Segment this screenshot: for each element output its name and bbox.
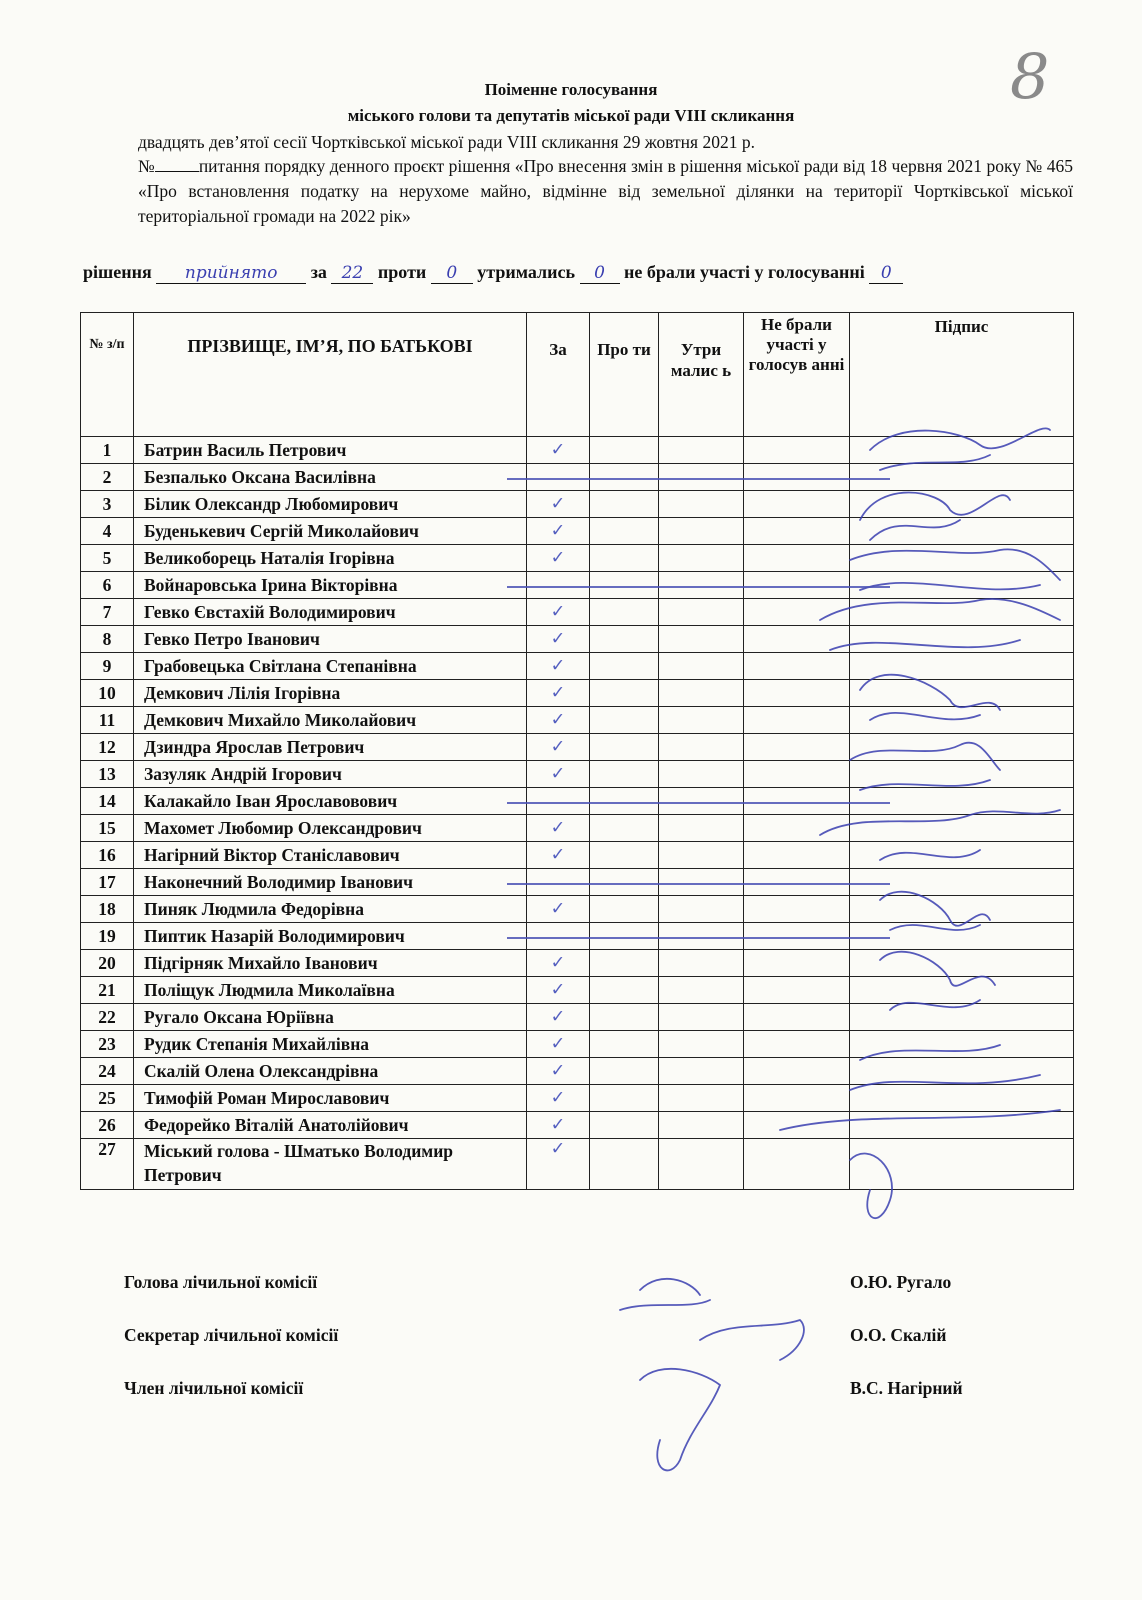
row-for-cell — [527, 545, 590, 572]
table-row — [81, 653, 1074, 680]
row-abstained-cell — [659, 680, 744, 707]
row-not-voted-cell — [744, 599, 850, 626]
row-signature-cell — [850, 545, 1074, 572]
row-for-cell — [527, 491, 590, 518]
table-row — [81, 491, 1074, 518]
row-abstained-cell — [659, 1058, 744, 1085]
row-full-name: Дзиндра Ярослав Петрович — [134, 734, 527, 761]
row-number: 18 — [81, 896, 134, 923]
for-label: за — [310, 262, 327, 282]
row-abstained-cell — [659, 1139, 744, 1190]
abstained-count: 0 — [580, 263, 620, 284]
check-mark-icon: ✓ — [550, 1139, 566, 1159]
table-row — [81, 950, 1074, 977]
row-against-cell — [590, 491, 659, 518]
row-number: 5 — [81, 545, 134, 572]
row-number: 11 — [81, 707, 134, 734]
check-mark-icon: ✓ — [550, 548, 566, 568]
row-signature-cell — [850, 572, 1074, 599]
row-not-voted-cell — [744, 545, 850, 572]
header-not-voted: Не брали участі у голосув анні — [744, 313, 850, 437]
check-mark-icon: ✓ — [550, 629, 566, 649]
row-signature-cell — [850, 680, 1074, 707]
row-abstained-cell — [659, 707, 744, 734]
row-number: 16 — [81, 842, 134, 869]
row-full-name: Демкович Лілія Ігорівна — [134, 680, 527, 707]
row-abstained-cell — [659, 518, 744, 545]
row-number: 24 — [81, 1058, 134, 1085]
row-signature-cell — [850, 815, 1074, 842]
absent-strike-line — [507, 883, 890, 885]
row-full-name: Міський голова - Шматько Володимир Петрович — [134, 1139, 527, 1190]
row-number: 14 — [81, 788, 134, 815]
row-against-cell — [590, 869, 659, 896]
row-against-cell — [590, 1031, 659, 1058]
row-not-voted-cell — [744, 788, 850, 815]
row-not-voted-cell — [744, 734, 850, 761]
row-for-cell — [527, 1085, 590, 1112]
row-number: 15 — [81, 815, 134, 842]
row-full-name: Великоборець Наталія Ігорівна — [134, 545, 527, 572]
header-against: Про ти — [590, 313, 659, 437]
row-for-cell — [527, 707, 590, 734]
table-row — [81, 977, 1074, 1004]
row-not-voted-cell — [744, 437, 850, 464]
against-label: проти — [377, 262, 427, 282]
table-row — [81, 896, 1074, 923]
row-abstained-cell — [659, 1085, 744, 1112]
header-for: За — [527, 313, 590, 437]
row-for-cell — [527, 1112, 590, 1139]
row-for-cell — [527, 626, 590, 653]
row-for-cell — [527, 599, 590, 626]
check-mark-icon: ✓ — [550, 1115, 566, 1135]
row-not-voted-cell — [744, 896, 850, 923]
commission-chair-name: О.Ю. Ругало — [850, 1272, 952, 1292]
check-mark-icon: ✓ — [550, 521, 566, 541]
row-number: 9 — [81, 653, 134, 680]
row-for-cell — [527, 1031, 590, 1058]
row-signature-cell — [850, 896, 1074, 923]
row-against-cell — [590, 680, 659, 707]
check-mark-icon: ✓ — [550, 737, 566, 757]
row-number: 8 — [81, 626, 134, 653]
row-not-voted-cell — [744, 626, 850, 653]
table-row — [81, 923, 1074, 950]
abstained-label: утримались — [477, 262, 575, 282]
row-signature-cell — [850, 1139, 1074, 1190]
row-abstained-cell — [659, 491, 744, 518]
agenda-item — [138, 154, 1073, 229]
row-abstained-cell — [659, 842, 744, 869]
agenda-text: питання порядку денного проєкт рішення «Про внесення змін в рішення міської ради від 18 червня 2021 року № 465 «Про встановлення податку на нерухоме майно, відмінне від земельної ділянки на території Чортківської міської територіальної громади на 2022 рік» — [138, 156, 1073, 226]
row-for-cell — [527, 896, 590, 923]
row-not-voted-cell — [744, 491, 850, 518]
row-for-cell — [527, 518, 590, 545]
row-number: 17 — [81, 869, 134, 896]
row-signature-cell — [850, 707, 1074, 734]
row-not-voted-cell — [744, 464, 850, 491]
table-row — [81, 1112, 1074, 1139]
commission-member-name: В.С. Нагірний — [850, 1378, 963, 1398]
document-title: Поіменне голосування — [484, 80, 658, 99]
absent-strike-line — [507, 937, 890, 939]
session-line: двадцять дев’ятої сесії Чортківської міської ради VIII скликання 29 жовтня 2021 р. — [138, 132, 755, 152]
table-row — [81, 599, 1074, 626]
row-not-voted-cell — [744, 761, 850, 788]
row-not-voted-cell — [744, 1004, 850, 1031]
row-not-voted-cell — [744, 1139, 850, 1190]
not-voted-count: 0 — [869, 263, 903, 284]
row-not-voted-cell — [744, 950, 850, 977]
row-number: 19 — [81, 923, 134, 950]
header-number: № з/п — [81, 313, 134, 437]
row-abstained-cell — [659, 437, 744, 464]
row-for-cell — [527, 1139, 590, 1190]
row-abstained-cell — [659, 815, 744, 842]
row-abstained-cell — [659, 599, 744, 626]
for-count: 22 — [331, 263, 373, 284]
row-number: 27 — [81, 1139, 134, 1190]
row-signature-cell — [850, 734, 1074, 761]
row-full-name: Пиняк Людмила Федорівна — [134, 896, 527, 923]
row-signature-cell — [850, 626, 1074, 653]
document-subtitle: міського голови та депутатів міської ради VIII скликання — [347, 106, 795, 125]
row-full-name: Гевко Євстахій Володимирович — [134, 599, 527, 626]
row-not-voted-cell — [744, 518, 850, 545]
row-abstained-cell — [659, 869, 744, 896]
row-signature-cell — [850, 464, 1074, 491]
row-for-cell — [527, 869, 590, 896]
check-mark-icon: ✓ — [550, 764, 566, 784]
row-signature-cell — [850, 599, 1074, 626]
table-row — [81, 1058, 1074, 1085]
header-full-name: ПРІЗВИЩЕ, ІМ’Я, ПО БАТЬКОВІ — [134, 313, 527, 437]
row-against-cell — [590, 977, 659, 1004]
row-not-voted-cell — [744, 869, 850, 896]
row-against-cell — [590, 1058, 659, 1085]
row-full-name: Федорейко Віталій Анатолійович — [134, 1112, 527, 1139]
row-full-name: Демкович Михайло Миколайович — [134, 707, 527, 734]
table-row — [81, 518, 1074, 545]
signature-scribble — [640, 1369, 720, 1471]
row-full-name: Безпалько Оксана Василівна — [134, 464, 527, 491]
row-number: 22 — [81, 1004, 134, 1031]
absent-strike-line — [507, 478, 890, 480]
row-for-cell — [527, 464, 590, 491]
row-full-name: Нагірний Віктор Станіславович — [134, 842, 527, 869]
table-row — [81, 1139, 1074, 1190]
row-for-cell — [527, 788, 590, 815]
agenda-number-blank — [155, 156, 199, 172]
row-against-cell — [590, 653, 659, 680]
row-number: 21 — [81, 977, 134, 1004]
signature-scribble — [700, 1320, 804, 1360]
row-for-cell — [527, 572, 590, 599]
row-signature-cell — [850, 437, 1074, 464]
row-for-cell — [527, 734, 590, 761]
header-signature: Підпис — [850, 313, 1074, 437]
check-mark-icon: ✓ — [550, 953, 566, 973]
row-number: 12 — [81, 734, 134, 761]
check-mark-icon: ✓ — [550, 899, 566, 919]
check-mark-icon: ✓ — [550, 710, 566, 730]
row-against-cell — [590, 626, 659, 653]
row-full-name: Войнаровська Ірина Вікторівна — [134, 572, 527, 599]
row-not-voted-cell — [744, 977, 850, 1004]
check-mark-icon: ✓ — [550, 602, 566, 622]
table-row — [81, 707, 1074, 734]
row-abstained-cell — [659, 1031, 744, 1058]
row-for-cell — [527, 1058, 590, 1085]
check-mark-icon: ✓ — [550, 1061, 566, 1081]
check-mark-icon: ✓ — [550, 683, 566, 703]
row-against-cell — [590, 1004, 659, 1031]
row-number: 13 — [81, 761, 134, 788]
row-against-cell — [590, 518, 659, 545]
row-for-cell — [527, 653, 590, 680]
agenda-number-label: № — [138, 156, 155, 176]
roll-call-table — [80, 312, 1074, 1190]
row-for-cell — [527, 815, 590, 842]
row-number: 26 — [81, 1112, 134, 1139]
row-for-cell — [527, 977, 590, 1004]
row-full-name: Грабовецька Світлана Степанівна — [134, 653, 527, 680]
decision-summary — [83, 262, 903, 284]
row-abstained-cell — [659, 626, 744, 653]
row-number: 4 — [81, 518, 134, 545]
row-signature-cell — [850, 923, 1074, 950]
row-for-cell — [527, 1004, 590, 1031]
row-not-voted-cell — [744, 1058, 850, 1085]
row-abstained-cell — [659, 572, 744, 599]
row-against-cell — [590, 464, 659, 491]
absent-strike-line — [507, 586, 890, 588]
table-row — [81, 437, 1074, 464]
row-against-cell — [590, 815, 659, 842]
row-signature-cell — [850, 1031, 1074, 1058]
row-not-voted-cell — [744, 842, 850, 869]
row-not-voted-cell — [744, 923, 850, 950]
row-number: 23 — [81, 1031, 134, 1058]
row-not-voted-cell — [744, 1112, 850, 1139]
row-abstained-cell — [659, 977, 744, 1004]
table-row — [81, 626, 1074, 653]
row-abstained-cell — [659, 761, 744, 788]
row-abstained-cell — [659, 788, 744, 815]
row-against-cell — [590, 788, 659, 815]
table-row — [81, 1085, 1074, 1112]
table-row — [81, 842, 1074, 869]
row-signature-cell — [850, 1004, 1074, 1031]
row-full-name: Батрин Василь Петрович — [134, 437, 527, 464]
row-full-name: Наконечний Володимир Іванович — [134, 869, 527, 896]
row-against-cell — [590, 599, 659, 626]
row-number: 25 — [81, 1085, 134, 1112]
row-abstained-cell — [659, 1112, 744, 1139]
row-number: 7 — [81, 599, 134, 626]
row-full-name: Гевко Петро Іванович — [134, 626, 527, 653]
row-against-cell — [590, 572, 659, 599]
check-mark-icon: ✓ — [550, 1088, 566, 1108]
row-signature-cell — [850, 761, 1074, 788]
row-for-cell — [527, 842, 590, 869]
decision-label: рішення — [83, 262, 152, 282]
check-mark-icon: ✓ — [550, 656, 566, 676]
row-not-voted-cell — [744, 653, 850, 680]
row-signature-cell — [850, 950, 1074, 977]
table-row — [81, 545, 1074, 572]
row-against-cell — [590, 950, 659, 977]
row-against-cell — [590, 923, 659, 950]
against-count: 0 — [431, 263, 473, 284]
row-against-cell — [590, 896, 659, 923]
row-signature-cell — [850, 1085, 1074, 1112]
row-full-name: Поліщук Людмила Миколаївна — [134, 977, 527, 1004]
row-not-voted-cell — [744, 1085, 850, 1112]
row-against-cell — [590, 707, 659, 734]
row-full-name: Ругало Оксана Юріївна — [134, 1004, 527, 1031]
row-for-cell — [527, 761, 590, 788]
row-abstained-cell — [659, 1004, 744, 1031]
table-row — [81, 464, 1074, 491]
row-against-cell — [590, 437, 659, 464]
row-full-name: Рудик Степанія Михайлівна — [134, 1031, 527, 1058]
row-full-name: Білик Олександр Любомирович — [134, 491, 527, 518]
row-full-name: Тимофій Роман Мирославович — [134, 1085, 527, 1112]
row-for-cell — [527, 950, 590, 977]
row-against-cell — [590, 1139, 659, 1190]
row-abstained-cell — [659, 734, 744, 761]
row-full-name: Підгірняк Михайло Іванович — [134, 950, 527, 977]
row-number: 3 — [81, 491, 134, 518]
table-row — [81, 761, 1074, 788]
table-row — [81, 1031, 1074, 1058]
table-row — [81, 788, 1074, 815]
row-number: 10 — [81, 680, 134, 707]
absent-strike-line — [507, 802, 890, 804]
handwritten-page-number: 8 — [1010, 40, 1050, 113]
commission-chair-label: Голова лічильної комісії — [124, 1272, 318, 1292]
not-voted-label: не брали участі у голосуванні — [624, 262, 865, 282]
check-mark-icon: ✓ — [550, 494, 566, 514]
row-number: 6 — [81, 572, 134, 599]
row-for-cell — [527, 437, 590, 464]
row-not-voted-cell — [744, 680, 850, 707]
table-row — [81, 572, 1074, 599]
table-row — [81, 1004, 1074, 1031]
commission-member-label: Член лічильної комісії — [124, 1378, 304, 1398]
row-signature-cell — [850, 518, 1074, 545]
row-for-cell — [527, 923, 590, 950]
check-mark-icon: ✓ — [550, 845, 566, 865]
row-against-cell — [590, 734, 659, 761]
table-row — [81, 734, 1074, 761]
row-full-name: Пиптик Назарій Володимирович — [134, 923, 527, 950]
row-full-name: Скалій Олена Олександрівна — [134, 1058, 527, 1085]
row-not-voted-cell — [744, 815, 850, 842]
row-not-voted-cell — [744, 572, 850, 599]
decision-value: прийнято — [156, 263, 306, 284]
row-signature-cell — [850, 869, 1074, 896]
commission-secretary-name: О.О. Скалій — [850, 1325, 947, 1345]
table-row — [81, 815, 1074, 842]
row-against-cell — [590, 1112, 659, 1139]
check-mark-icon: ✓ — [550, 1007, 566, 1027]
row-abstained-cell — [659, 950, 744, 977]
row-signature-cell — [850, 491, 1074, 518]
row-against-cell — [590, 761, 659, 788]
check-mark-icon: ✓ — [550, 1034, 566, 1054]
row-against-cell — [590, 545, 659, 572]
row-number: 2 — [81, 464, 134, 491]
commission-secretary-label: Секретар лічильної комісії — [124, 1325, 339, 1345]
table-row — [81, 680, 1074, 707]
row-signature-cell — [850, 977, 1074, 1004]
row-full-name: Буденькевич Сергій Миколайович — [134, 518, 527, 545]
row-abstained-cell — [659, 896, 744, 923]
signature-scribble — [620, 1279, 710, 1310]
row-abstained-cell — [659, 653, 744, 680]
check-mark-icon: ✓ — [550, 440, 566, 460]
row-against-cell — [590, 842, 659, 869]
row-against-cell — [590, 1085, 659, 1112]
row-not-voted-cell — [744, 707, 850, 734]
check-mark-icon: ✓ — [550, 818, 566, 838]
table-body — [81, 437, 1074, 1190]
row-signature-cell — [850, 788, 1074, 815]
row-not-voted-cell — [744, 1031, 850, 1058]
row-signature-cell — [850, 842, 1074, 869]
row-full-name: Махомет Любомир Олександрович — [134, 815, 527, 842]
row-for-cell — [527, 680, 590, 707]
row-abstained-cell — [659, 923, 744, 950]
check-mark-icon: ✓ — [550, 980, 566, 1000]
row-signature-cell — [850, 1058, 1074, 1085]
row-abstained-cell — [659, 464, 744, 491]
row-signature-cell — [850, 1112, 1074, 1139]
row-number: 1 — [81, 437, 134, 464]
row-signature-cell — [850, 653, 1074, 680]
row-abstained-cell — [659, 545, 744, 572]
row-full-name: Зазуляк Андрій Ігорович — [134, 761, 527, 788]
header-abstained: Утри малис ь — [659, 313, 744, 437]
table-row — [81, 869, 1074, 896]
row-full-name: Калакайло Іван Ярославовович — [134, 788, 527, 815]
row-number: 20 — [81, 950, 134, 977]
